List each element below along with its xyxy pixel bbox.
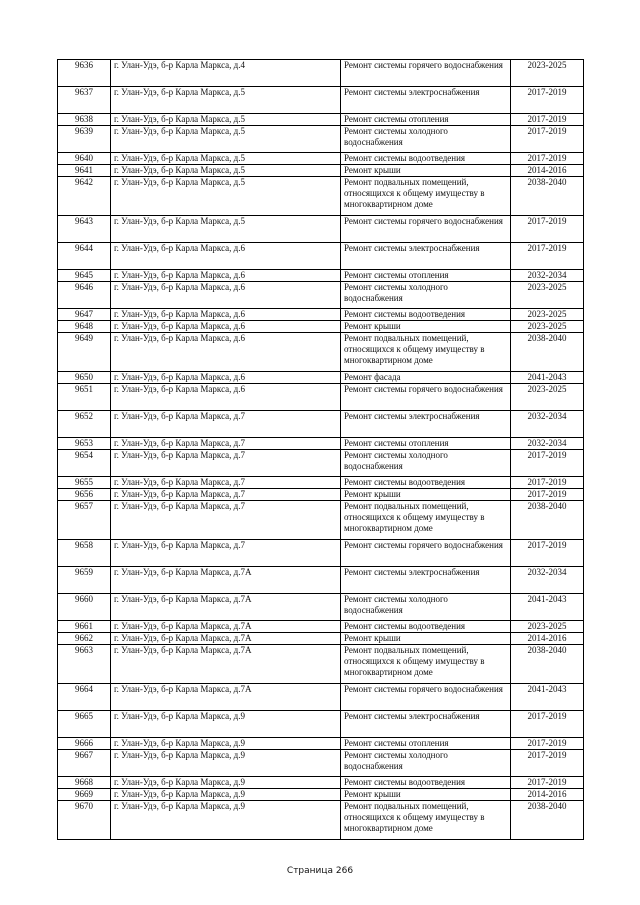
row-number: 9663 (58, 645, 111, 684)
row-number: 9654 (58, 450, 111, 477)
row-work-type: Ремонт системы отопления (341, 738, 511, 750)
row-address: г. Улан-Удэ, б-р Карла Маркса, д.6 (111, 372, 341, 384)
row-number: 9645 (58, 270, 111, 282)
row-years: 2038-2040 (511, 645, 584, 684)
row-work-type: Ремонт системы горячего водоснабжения (341, 384, 511, 411)
row-number: 9658 (58, 540, 111, 567)
row-address: г. Улан-Удэ, б-р Карла Маркса, д.7 (111, 501, 341, 540)
table-row (58, 282, 584, 309)
row-work-type: Ремонт системы электроснабжения (341, 711, 511, 738)
row-address: г. Улан-Удэ, б-р Карла Маркса, д.4 (111, 60, 341, 87)
row-years: 2014-2016 (511, 789, 584, 801)
table-row (58, 243, 584, 270)
row-years: 2017-2019 (511, 216, 584, 243)
row-years: 2023-2025 (511, 321, 584, 333)
row-number: 9668 (58, 777, 111, 789)
row-years: 2017-2019 (511, 711, 584, 738)
row-number: 9638 (58, 114, 111, 126)
row-number: 9661 (58, 621, 111, 633)
row-years: 2041-2043 (511, 372, 584, 384)
row-address: г. Улан-Удэ, б-р Карла Маркса, д.6 (111, 309, 341, 321)
row-work-type: Ремонт подвальных помещений, относящихся к общему имуществу в многоквартирном доме (341, 333, 511, 372)
row-number: 9636 (58, 60, 111, 87)
row-work-type: Ремонт крыши (341, 165, 511, 177)
table-body (58, 60, 584, 840)
table-row (58, 633, 584, 645)
row-number: 9648 (58, 321, 111, 333)
row-years: 2032-2034 (511, 567, 584, 594)
table-row (58, 177, 584, 216)
table-row (58, 540, 584, 567)
row-address: г. Улан-Удэ, б-р Карла Маркса, д.7 (111, 477, 341, 489)
row-address: г. Улан-Удэ, б-р Карла Маркса, д.7 (111, 450, 341, 477)
row-years: 2023-2025 (511, 309, 584, 321)
row-years: 2017-2019 (511, 450, 584, 477)
row-number: 9641 (58, 165, 111, 177)
row-number: 9643 (58, 216, 111, 243)
table-row (58, 789, 584, 801)
row-address: г. Улан-Удэ, б-р Карла Маркса, д.7 (111, 438, 341, 450)
row-address: г. Улан-Удэ, б-р Карла Маркса, д.7А (111, 645, 341, 684)
row-years: 2017-2019 (511, 540, 584, 567)
table-row (58, 126, 584, 153)
table-row (58, 372, 584, 384)
table-row (58, 321, 584, 333)
row-number: 9659 (58, 567, 111, 594)
repair-schedule-table (57, 59, 584, 840)
table-row (58, 684, 584, 711)
table-row (58, 333, 584, 372)
row-years: 2032-2034 (511, 411, 584, 438)
table-row (58, 153, 584, 165)
row-years: 2023-2025 (511, 621, 584, 633)
table-row (58, 60, 584, 87)
row-address: г. Улан-Удэ, б-р Карла Маркса, д.7 (111, 540, 341, 567)
row-work-type: Ремонт системы холодного водоснабжения (341, 594, 511, 621)
row-address: г. Улан-Удэ, б-р Карла Маркса, д.9 (111, 777, 341, 789)
row-number: 9653 (58, 438, 111, 450)
row-address: г. Улан-Удэ, б-р Карла Маркса, д.7А (111, 633, 341, 645)
table-row (58, 489, 584, 501)
row-address: г. Улан-Удэ, б-р Карла Маркса, д.6 (111, 270, 341, 282)
row-number: 9637 (58, 87, 111, 114)
row-work-type: Ремонт системы водоотведения (341, 477, 511, 489)
row-years: 2017-2019 (511, 738, 584, 750)
row-years: 2038-2040 (511, 501, 584, 540)
row-number: 9655 (58, 477, 111, 489)
row-number: 9670 (58, 801, 111, 840)
row-work-type: Ремонт системы холодного водоснабжения (341, 282, 511, 309)
table-row (58, 309, 584, 321)
row-address: г. Улан-Удэ, б-р Карла Маркса, д.7А (111, 567, 341, 594)
row-number: 9642 (58, 177, 111, 216)
table-row (58, 114, 584, 126)
row-work-type: Ремонт системы электроснабжения (341, 87, 511, 114)
row-address: г. Улан-Удэ, б-р Карла Маркса, д.9 (111, 801, 341, 840)
row-work-type: Ремонт системы горячего водоснабжения (341, 540, 511, 567)
row-years: 2032-2034 (511, 270, 584, 282)
table-row (58, 165, 584, 177)
row-years: 2038-2040 (511, 801, 584, 840)
row-address: г. Улан-Удэ, б-р Карла Маркса, д.5 (111, 165, 341, 177)
table-row (58, 216, 584, 243)
row-work-type: Ремонт системы холодного водоснабжения (341, 450, 511, 477)
row-number: 9646 (58, 282, 111, 309)
table-row (58, 567, 584, 594)
table-row (58, 801, 584, 840)
row-work-type: Ремонт системы холодного водоснабжения (341, 126, 511, 153)
row-address: г. Улан-Удэ, б-р Карла Маркса, д.9 (111, 789, 341, 801)
row-years: 2017-2019 (511, 153, 584, 165)
row-address: г. Улан-Удэ, б-р Карла Маркса, д.9 (111, 711, 341, 738)
row-number: 9667 (58, 750, 111, 777)
row-address: г. Улан-Удэ, б-р Карла Маркса, д.5 (111, 216, 341, 243)
row-years: 2023-2025 (511, 60, 584, 87)
row-number: 9639 (58, 126, 111, 153)
row-work-type: Ремонт системы электроснабжения (341, 567, 511, 594)
row-address: г. Улан-Удэ, б-р Карла Маркса, д.6 (111, 333, 341, 372)
row-years: 2017-2019 (511, 243, 584, 270)
row-address: г. Улан-Удэ, б-р Карла Маркса, д.7А (111, 594, 341, 621)
row-work-type: Ремонт подвальных помещений, относящихся к общему имуществу в многоквартирном доме (341, 645, 511, 684)
row-address: г. Улан-Удэ, б-р Карла Маркса, д.9 (111, 750, 341, 777)
row-number: 9665 (58, 711, 111, 738)
row-years: 2032-2034 (511, 438, 584, 450)
row-work-type: Ремонт подвальных помещений, относящихся к общему имуществу в многоквартирном доме (341, 177, 511, 216)
row-work-type: Ремонт подвальных помещений, относящихся к общему имуществу в многоквартирном доме (341, 501, 511, 540)
table-row (58, 777, 584, 789)
row-years: 2014-2016 (511, 633, 584, 645)
row-address: г. Улан-Удэ, б-р Карла Маркса, д.7 (111, 411, 341, 438)
row-address: г. Улан-Удэ, б-р Карла Маркса, д.6 (111, 243, 341, 270)
row-work-type: Ремонт системы горячего водоснабжения (341, 60, 511, 87)
row-work-type: Ремонт системы холодного водоснабжения (341, 750, 511, 777)
row-number: 9652 (58, 411, 111, 438)
row-work-type: Ремонт крыши (341, 321, 511, 333)
row-address: г. Улан-Удэ, б-р Карла Маркса, д.5 (111, 126, 341, 153)
row-number: 9662 (58, 633, 111, 645)
row-years: 2017-2019 (511, 126, 584, 153)
row-number: 9664 (58, 684, 111, 711)
row-years: 2017-2019 (511, 477, 584, 489)
row-work-type: Ремонт системы горячего водоснабжения (341, 216, 511, 243)
row-years: 2017-2019 (511, 777, 584, 789)
row-address: г. Улан-Удэ, б-р Карла Маркса, д.6 (111, 321, 341, 333)
row-years: 2038-2040 (511, 333, 584, 372)
row-work-type: Ремонт системы отопления (341, 114, 511, 126)
table-row (58, 438, 584, 450)
row-number: 9647 (58, 309, 111, 321)
row-address: г. Улан-Удэ, б-р Карла Маркса, д.5 (111, 114, 341, 126)
table-row (58, 738, 584, 750)
table-row (58, 87, 584, 114)
row-years: 2017-2019 (511, 114, 584, 126)
row-work-type: Ремонт системы водоотведения (341, 153, 511, 165)
row-years: 2017-2019 (511, 489, 584, 501)
row-years: 2023-2025 (511, 384, 584, 411)
row-number: 9656 (58, 489, 111, 501)
row-address: г. Улан-Удэ, б-р Карла Маркса, д.7 (111, 489, 341, 501)
table-row (58, 621, 584, 633)
row-years: 2041-2043 (511, 594, 584, 621)
row-years: 2017-2019 (511, 750, 584, 777)
row-number: 9644 (58, 243, 111, 270)
row-work-type: Ремонт крыши (341, 489, 511, 501)
table-row (58, 450, 584, 477)
row-work-type: Ремонт системы водоотведения (341, 309, 511, 321)
row-address: г. Улан-Удэ, б-р Карла Маркса, д.6 (111, 282, 341, 309)
row-years: 2038-2040 (511, 177, 584, 216)
row-work-type: Ремонт системы водоотведения (341, 621, 511, 633)
page-number: Страница 266 (286, 866, 354, 876)
row-address: г. Улан-Удэ, б-р Карла Маркса, д.6 (111, 384, 341, 411)
row-years: 2014-2016 (511, 165, 584, 177)
row-number: 9666 (58, 738, 111, 750)
row-address: г. Улан-Удэ, б-р Карла Маркса, д.7А (111, 684, 341, 711)
row-number: 9650 (58, 372, 111, 384)
row-work-type: Ремонт системы электроснабжения (341, 243, 511, 270)
row-number: 9669 (58, 789, 111, 801)
row-work-type: Ремонт подвальных помещений, относящихся к общему имуществу в многоквартирном доме (341, 801, 511, 840)
table-row (58, 270, 584, 282)
table-row (58, 750, 584, 777)
row-work-type: Ремонт фасада (341, 372, 511, 384)
row-work-type: Ремонт системы водоотведения (341, 777, 511, 789)
table-row (58, 501, 584, 540)
row-address: г. Улан-Удэ, б-р Карла Маркса, д.9 (111, 738, 341, 750)
row-number: 9649 (58, 333, 111, 372)
row-address: г. Улан-Удэ, б-р Карла Маркса, д.5 (111, 153, 341, 165)
table-row (58, 411, 584, 438)
table-row (58, 711, 584, 738)
row-work-type: Ремонт крыши (341, 633, 511, 645)
row-number: 9640 (58, 153, 111, 165)
row-work-type: Ремонт системы горячего водоснабжения (341, 684, 511, 711)
row-address: г. Улан-Удэ, б-р Карла Маркса, д.5 (111, 177, 341, 216)
table-row (58, 594, 584, 621)
row-years: 2023-2025 (511, 282, 584, 309)
row-number: 9651 (58, 384, 111, 411)
table-row (58, 384, 584, 411)
row-years: 2017-2019 (511, 87, 584, 114)
row-years: 2041-2043 (511, 684, 584, 711)
row-address: г. Улан-Удэ, б-р Карла Маркса, д.5 (111, 87, 341, 114)
row-work-type: Ремонт системы электроснабжения (341, 411, 511, 438)
row-work-type: Ремонт системы отопления (341, 270, 511, 282)
row-number: 9660 (58, 594, 111, 621)
row-number: 9657 (58, 501, 111, 540)
row-work-type: Ремонт крыши (341, 789, 511, 801)
row-address: г. Улан-Удэ, б-р Карла Маркса, д.7А (111, 621, 341, 633)
table-row (58, 477, 584, 489)
table-row (58, 645, 584, 684)
row-work-type: Ремонт системы отопления (341, 438, 511, 450)
